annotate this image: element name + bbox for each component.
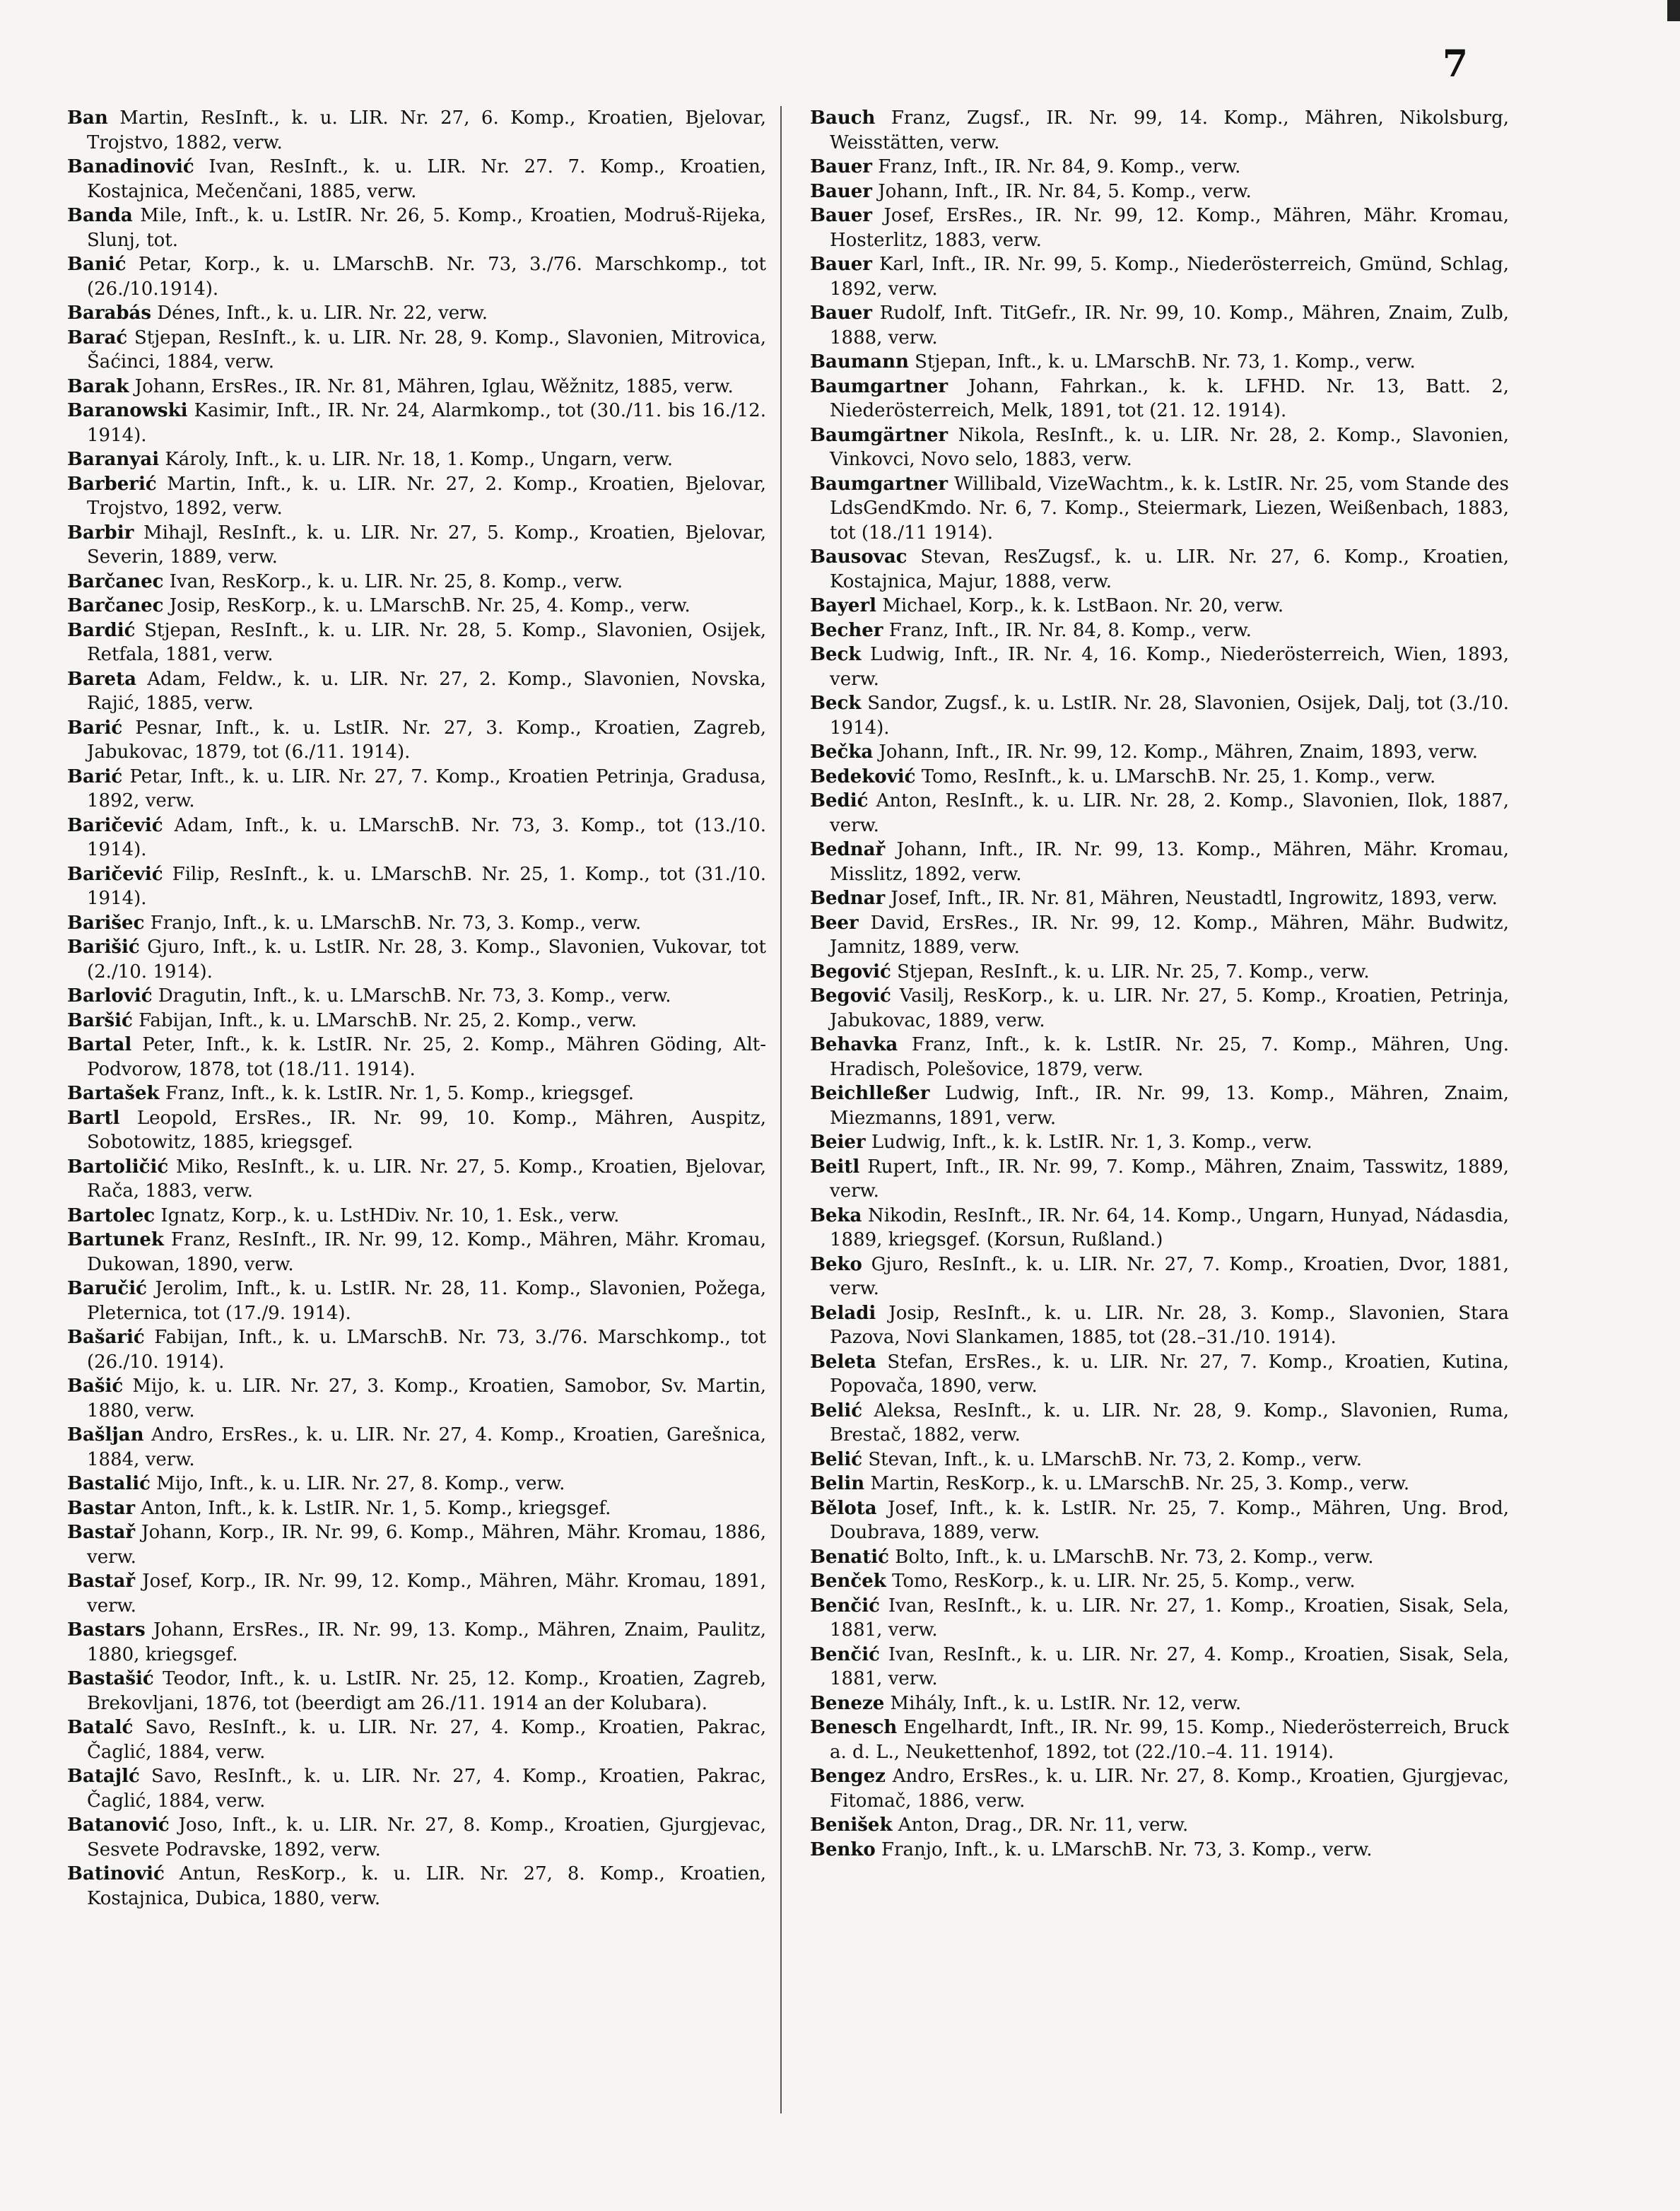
- entry-details: Andro, ErsRes., k. u. LIR. Nr. 27, 8. Komp., Kroatien, Gjurgjevac, Fitomač, 1886, verw.: [830, 1766, 1509, 1812]
- entry-details: Johann, ErsRes., IR. Nr. 99, 13. Komp., Mähren, Znaim, Paulitz, 1880, kriegsgef.: [87, 1619, 767, 1665]
- list-item: [67, 204, 766, 252]
- entry-details: Stjepan, ResInft., k. u. LIR. Nr. 25, 7. Komp., verw.: [897, 961, 1370, 983]
- entry-details: Tomo, ResInft., k. u. LMarschB. Nr. 25, 1. Komp., verw.: [921, 766, 1436, 787]
- entry-details: Franz, Inft., k. k. LstIR. Nr. 25, 7. Komp., Mähren, Ung. Hradisch, Polešovice, 1879, verw.: [830, 1034, 1509, 1080]
- list-item: [67, 1764, 766, 1813]
- entry-surname: Bastašić: [67, 1668, 154, 1689]
- entry-details: Kasimir, Inft., IR. Nr. 24, Alarmkomp., tot (30./11. bis 16./12. 1914).: [87, 400, 766, 446]
- list-item: [810, 1691, 1509, 1716]
- entry-details: Franz, Zugsf., IR. Nr. 99, 14. Komp., Mähren, Nikolsburg, Weisstätten, verw.: [830, 107, 1509, 153]
- entry-surname: Batinović: [67, 1863, 165, 1884]
- entry-surname: Barčanec: [67, 595, 164, 616]
- entry-details: Ludwig, Inft., IR. Nr. 99, 13. Komp., Mähren, Znaim, Miezmanns, 1891, verw.: [830, 1083, 1509, 1129]
- entry-surname: Bedić: [810, 790, 869, 811]
- entry-details: Mihajl, ResInft., k. u. LIR. Nr. 27, 5. Komp., Kroatien, Bjelovar, Severin, 1889, verw.: [87, 522, 766, 568]
- entry-surname: Bastalić: [67, 1473, 151, 1494]
- entry-details: Dénes, Inft., k. u. LIR. Nr. 22, verw.: [157, 303, 488, 324]
- entry-surname: Bauer: [810, 205, 872, 226]
- entry-details: Josip, ResInft., k. u. LIR. Nr. 28, 3. Komp., Slavonien, Stara Pazova, Novi Slankamen, 1885, tot (28.–31./10. 1914).: [830, 1302, 1509, 1348]
- list-item: [810, 423, 1509, 472]
- entry-surname: Bašljan: [67, 1424, 144, 1445]
- entry-surname: Baršić: [67, 1009, 133, 1031]
- list-item: [67, 1009, 766, 1033]
- list-item: [810, 1130, 1509, 1155]
- entry-surname: Bašić: [67, 1376, 124, 1397]
- entry-details: Adam, Feldw., k. u. LIR. Nr. 27, 2. Komp., Slavonien, Novska, Rajić, 1885, verw.: [87, 668, 767, 714]
- entry-details: Josip, ResKorp., k. u. LMarschB. Nr. 25, 4. Komp., verw.: [169, 595, 691, 616]
- list-item: [810, 1764, 1509, 1813]
- entry-details: Ignatz, Korp., k. u. LstHDiv. Nr. 10, 1. Esk., verw.: [160, 1204, 620, 1226]
- list-item: [67, 716, 766, 765]
- entry-details: Ludwig, Inft., k. k. LstIR. Nr. 1, 3. Komp., verw.: [871, 1132, 1312, 1153]
- list-item: [67, 301, 766, 326]
- entry-surname: Batanović: [67, 1814, 170, 1836]
- list-item: [67, 1325, 766, 1374]
- list-item: [810, 1472, 1509, 1496]
- list-item: [810, 301, 1509, 350]
- entry-surname: Barbir: [67, 522, 134, 544]
- entry-surname: Beer: [810, 912, 859, 934]
- list-item: [67, 1520, 766, 1569]
- entry-details: Mijo, Inft., k. u. LIR. Nr. 27, 8. Komp., verw.: [156, 1473, 565, 1494]
- entry-details: Sandor, Zugsf., k. u. LstIR. Nr. 28, Slavonien, Osijek, Dalj, tot (3./10. 1914).: [830, 693, 1509, 739]
- entry-surname: Benatić: [810, 1546, 889, 1568]
- list-item: [67, 1106, 766, 1155]
- list-item: [810, 204, 1509, 252]
- entry-details: Stevan, ResZugsf., k. u. LIR. Nr. 27, 6. Komp., Kroatien, Kostajnica, Majur, 1888, verw.: [830, 546, 1509, 592]
- entry-surname: Bastař: [67, 1571, 136, 1592]
- list-item: [810, 1716, 1509, 1764]
- list-item: [810, 1838, 1509, 1863]
- entry-details: Rupert, Inft., IR. Nr. 99, 7. Komp., Mähren, Znaim, Tasswitz, 1889, verw.: [830, 1156, 1509, 1202]
- list-item: [810, 691, 1509, 740]
- entry-details: Petar, Korp., k. u. LMarschB. Nr. 73, 3./76. Marschkomp., tot (26./10.1914).: [87, 254, 766, 300]
- entry-surname: Bauer: [810, 180, 872, 202]
- entry-details: Mijo, k. u. LIR. Nr. 27, 3. Komp., Kroatien, Samobor, Sv. Martin, 1880, verw.: [87, 1376, 767, 1421]
- entry-surname: Bartašek: [67, 1083, 160, 1104]
- entry-surname: Bauer: [810, 156, 872, 177]
- entry-details: Fabijan, Inft., k. u. LMarschB. Nr. 73, 3./76. Marschkomp., tot (26./10. 1914).: [87, 1327, 767, 1373]
- list-item: [67, 1813, 766, 1862]
- entry-surname: Bastař: [67, 1522, 136, 1543]
- entry-surname: Bašarić: [67, 1327, 145, 1348]
- entry-surname: Bednar: [810, 888, 886, 909]
- entry-surname: Begović: [810, 961, 891, 983]
- list-item: [67, 570, 766, 594]
- list-item: [810, 1033, 1509, 1081]
- entry-surname: Barberić: [67, 473, 157, 495]
- entry-surname: Bartunek: [67, 1229, 164, 1250]
- entry-details: Franz, Inft., IR. Nr. 84, 9. Komp., verw.: [878, 156, 1241, 177]
- entry-surname: Baričević: [67, 814, 163, 836]
- entry-details: Antun, ResKorp., k. u. LIR. Nr. 27, 8. Komp., Kroatien, Kostajnica, Dubica, 1880, verw.: [87, 1863, 766, 1909]
- list-item: [67, 984, 766, 1009]
- entry-details: Martin, ResInft., k. u. LIR. Nr. 27, 6. Komp., Kroatien, Bjelovar, Trojstvo, 1882, verw.: [87, 107, 766, 153]
- entry-surname: Baumgärtner: [810, 424, 948, 446]
- list-item: [810, 618, 1509, 643]
- entry-details: Aleksa, ResInft., k. u. LIR. Nr. 28, 9. Komp., Slavonien, Ruma, Brestač, 1882, verw.: [830, 1400, 1509, 1445]
- entry-surname: Bareta: [67, 668, 136, 690]
- list-item: [67, 1862, 766, 1911]
- entry-surname: Belić: [810, 1400, 863, 1421]
- entry-details: Johann, Inft., IR. Nr. 99, 12. Komp., Mähren, Znaim, 1893, verw.: [879, 741, 1479, 763]
- list-item: [810, 106, 1509, 155]
- list-item: [810, 594, 1509, 618]
- entry-details: Pesnar, Inft., k. u. LstIR. Nr. 27, 3. Komp., Kroatien, Zagreb, Jabukovac, 1879, tot (6./11. 1914).: [87, 717, 767, 763]
- list-item: [67, 1081, 766, 1106]
- list-item: [810, 984, 1509, 1033]
- list-item: [810, 1545, 1509, 1570]
- entry-details: Savo, ResInft., k. u. LIR. Nr. 27, 4. Komp., Kroatien, Pakrac, Čaglić, 1884, verw.: [87, 1717, 766, 1763]
- entry-details: Franjo, Inft., k. u. LMarschB. Nr. 73, 3. Komp., verw.: [150, 912, 642, 934]
- entry-surname: Benko: [810, 1838, 876, 1860]
- entry-details: Fabijan, Inft., k. u. LMarschB. Nr. 25, 2. Komp., verw.: [139, 1009, 638, 1031]
- list-item: [810, 472, 1509, 546]
- entry-surname: Benišek: [810, 1814, 893, 1836]
- entry-details: David, ErsRes., IR. Nr. 99, 12. Komp., Mähren, Mähr. Budwitz, Jamnitz, 1889, verw.: [830, 912, 1509, 958]
- entry-surname: Ban: [67, 107, 108, 129]
- entry-details: Tomo, ResKorp., k. u. LIR. Nr. 25, 5. Komp., verw.: [892, 1571, 1356, 1592]
- list-item: [810, 740, 1509, 765]
- entry-surname: Bauer: [810, 303, 872, 324]
- entry-surname: Bauch: [810, 107, 876, 129]
- entry-surname: Bednař: [810, 839, 886, 860]
- entry-surname: Baumgartner: [810, 473, 948, 495]
- entry-details: Johann, Inft., IR. Nr. 84, 5. Komp., verw.: [878, 180, 1252, 202]
- entry-surname: Bengez: [810, 1766, 886, 1787]
- entry-details: Johann, Inft., IR. Nr. 99, 13. Komp., Mähren, Mähr. Kromau, Misslitz, 1892, verw.: [830, 839, 1509, 885]
- entry-details: Gjuro, Inft., k. u. LstIR. Nr. 28, 3. Komp., Slavonien, Vukovar, tot (2./10. 1914).: [87, 937, 766, 983]
- entry-details: Teodor, Inft., k. u. LstIR. Nr. 25, 12. Komp., Kroatien, Zagreb, Brekovljani, 1876, tot (beerdigt am 26./11. 1914 an der Kolubara).: [87, 1668, 766, 1714]
- entry-details: Gjuro, ResInft., k. u. LIR. Nr. 27, 7. Komp., Kroatien, Dvor, 1881, verw.: [830, 1253, 1509, 1299]
- list-item: [810, 350, 1509, 375]
- list-item: [67, 1618, 766, 1667]
- list-item: [67, 1033, 766, 1081]
- entry-surname: Benčić: [810, 1643, 880, 1665]
- entry-surname: Benčić: [810, 1595, 880, 1617]
- list-item: [67, 1667, 766, 1716]
- entry-surname: Baumgartner: [810, 375, 948, 397]
- list-item: [810, 1643, 1509, 1691]
- entry-details: Nikodin, ResInft., IR. Nr. 64, 14. Komp., Ungarn, Hunyad, Nádasdia, 1889, kriegsgef. (Korsun, Rußland.): [830, 1204, 1509, 1250]
- entry-details: Stefan, ErsRes., k. u. LIR. Nr. 27, 7. Komp., Kroatien, Kutina, Popovača, 1890, verw.: [830, 1351, 1509, 1397]
- entry-details: Josef, ErsRes., IR. Nr. 99, 12. Komp., Mähren, Mähr. Kromau, Hosterlitz, 1883, verw.: [830, 205, 1509, 251]
- entry-details: Franz, Inft., IR. Nr. 84, 8. Komp., verw.: [888, 619, 1252, 641]
- entry-surname: Baumann: [810, 351, 909, 373]
- entry-surname: Bastars: [67, 1619, 146, 1641]
- list-item: [67, 862, 766, 911]
- list-item: [67, 106, 766, 155]
- list-item: [67, 594, 766, 618]
- entry-surname: Beko: [810, 1253, 862, 1275]
- entry-details: Franz, Inft., k. k. LstIR. Nr. 1, 5. Komp., kriegsgef.: [165, 1083, 634, 1104]
- list-item: [67, 1472, 766, 1496]
- entry-columns: [67, 106, 1509, 2113]
- entry-details: Peter, Inft., k. k. LstIR. Nr. 25, 2. Komp., Mähren Göding, Alt-Podvorow, 1878, tot (18./11. 1914).: [87, 1034, 766, 1080]
- list-item: [67, 375, 766, 399]
- entry-details: Jerolim, Inft., k. u. LstIR. Nr. 28, 11. Komp., Slavonien, Požega, Pleternica, tot (17./9. 1914).: [87, 1278, 767, 1324]
- entry-surname: Belić: [810, 1448, 863, 1470]
- entry-details: Adam, Inft., k. u. LMarschB. Nr. 73, 3. Komp., tot (13./10. 1914).: [87, 814, 766, 860]
- entry-surname: Bartal: [67, 1034, 132, 1055]
- page-number: 7: [1442, 42, 1468, 86]
- list-item: [810, 765, 1509, 790]
- entry-details: Andro, ErsRes., k. u. LIR. Nr. 27, 4. Komp., Kroatien, Garešnica, 1884, verw.: [87, 1424, 766, 1470]
- entry-surname: Benček: [810, 1571, 886, 1592]
- entry-details: Karl, Inft., IR. Nr. 99, 5. Komp., Niederösterreich, Gmünd, Schlag, 1892, verw.: [830, 254, 1509, 300]
- list-item: [67, 472, 766, 521]
- list-item: [67, 618, 766, 667]
- entry-details: Joso, Inft., k. u. LIR. Nr. 27, 8. Komp., Kroatien, Gjurgjevac, Sesvete Podravske, 1892, verw.: [87, 1814, 767, 1860]
- entry-surname: Bartolec: [67, 1204, 155, 1226]
- entry-surname: Belin: [810, 1473, 865, 1494]
- entry-details: Mile, Inft., k. u. LstIR. Nr. 26, 5. Komp., Kroatien, Modruš-Rijeka, Slunj, tot.: [87, 205, 766, 251]
- entry-surname: Beck: [810, 693, 862, 714]
- list-item: [810, 1813, 1509, 1838]
- entry-details: Willibald, VizeWachtm., k. k. LstIR. Nr. 25, vom Stande des LdsGendKmdo. Nr. 6, 7. Komp., Steiermark, Liezen, Weißenbach, 1883, tot (18./11 1914).: [830, 473, 1509, 544]
- entry-surname: Bauer: [810, 254, 872, 275]
- entry-surname: Beier: [810, 1132, 866, 1153]
- list-item: [810, 1399, 1509, 1448]
- entry-details: Rudolf, Inft. TitGefr., IR. Nr. 99, 10. Komp., Mähren, Znaim, Zulb, 1888, verw.: [830, 303, 1509, 348]
- list-item: [810, 643, 1509, 691]
- entry-surname: Baranyai: [67, 449, 160, 470]
- entry-surname: Baručić: [67, 1278, 147, 1299]
- entry-surname: Batajlć: [67, 1766, 140, 1787]
- entry-details: Petar, Inft., k. u. LIR. Nr. 27, 7. Komp., Kroatien Petrinja, Gradusa, 1892, verw.: [87, 766, 766, 811]
- entry-details: Martin, ResKorp., k. u. LMarschB. Nr. 25, 3. Komp., verw.: [870, 1473, 1410, 1494]
- right-column: [810, 106, 1509, 2113]
- entry-surname: Barišec: [67, 912, 145, 934]
- list-item: [810, 960, 1509, 985]
- list-item: [67, 911, 766, 936]
- entry-details: Mihály, Inft., k. u. LstIR. Nr. 12, verw.: [890, 1692, 1242, 1714]
- list-item: [810, 375, 1509, 423]
- list-item: [810, 838, 1509, 886]
- entry-details: Stjepan, ResInft., k. u. LIR. Nr. 28, 5. Komp., Slavonien, Osijek, Retfala, 1881, verw.: [87, 619, 766, 665]
- entry-surname: Bartl: [67, 1107, 120, 1129]
- entry-details: Vasilj, ResKorp., k. u. LIR. Nr. 27, 5. Komp., Kroatien, Petrinja, Jabukovac, 1889, verw.: [830, 985, 1509, 1031]
- entry-details: Savo, ResInft., k. u. LIR. Nr. 27, 4. Komp., Kroatien, Pakrac, Čaglić, 1884, verw.: [87, 1766, 766, 1812]
- entry-details: Dragutin, Inft., k. u. LMarschB. Nr. 73, 3. Komp., verw.: [158, 985, 671, 1007]
- list-item: [810, 252, 1509, 301]
- entry-details: Josef, Inft., IR. Nr. 81, Mähren, Neustadtl, Ingrowitz, 1893, verw.: [891, 888, 1498, 909]
- entry-surname: Bausovac: [810, 546, 907, 568]
- entry-surname: Barčanec: [67, 570, 164, 592]
- list-item: [67, 447, 766, 472]
- list-item: [67, 765, 766, 814]
- entry-surname: Becher: [810, 619, 883, 641]
- entry-details: Engelhardt, Inft., IR. Nr. 99, 15. Komp., Niederösterreich, Bruck a. d. L., Neukettenhof, 1892, tot (22./10.–4. 11. 1914).: [830, 1717, 1509, 1763]
- entry-surname: Barić: [67, 766, 123, 787]
- entry-details: Stjepan, ResInft., k. u. LIR. Nr. 28, 9. Komp., Slavonien, Mitrovica, Šaćinci, 1884, verw.: [87, 327, 767, 373]
- list-item: [810, 180, 1509, 204]
- entry-details: Anton, Drag., DR. Nr. 11, verw.: [898, 1814, 1189, 1836]
- entry-surname: Bartoličić: [67, 1156, 169, 1178]
- entry-details: Filip, ResInft., k. u. LMarschB. Nr. 25, 1. Komp., tot (31./10. 1914).: [87, 863, 766, 909]
- entry-surname: Barabás: [67, 303, 152, 324]
- entry-details: Martin, Inft., k. u. LIR. Nr. 27, 2. Komp., Kroatien, Bjelovar, Trojstvo, 1892, verw.: [87, 473, 766, 519]
- list-item: [67, 521, 766, 570]
- entry-details: Stjepan, Inft., k. u. LMarschB. Nr. 73, 1. Komp., verw.: [915, 351, 1416, 373]
- entry-details: Nikola, ResInft., k. u. LIR. Nr. 28, 2. Komp., Slavonien, Vinkovci, Novo selo, 1883, verw.: [830, 424, 1509, 470]
- list-item: [67, 1228, 766, 1277]
- list-item: [67, 1496, 766, 1521]
- entry-surname: Benesch: [810, 1717, 898, 1738]
- entry-details: Michael, Korp., k. k. LstBaon. Nr. 20, verw.: [882, 595, 1284, 616]
- left-column: [67, 106, 782, 2113]
- entry-surname: Bělota: [810, 1497, 877, 1519]
- list-item: [67, 155, 766, 204]
- list-item: [67, 252, 766, 301]
- entry-surname: Beichlleßer: [810, 1083, 930, 1104]
- entry-surname: Beladi: [810, 1302, 876, 1324]
- entry-surname: Banda: [67, 205, 133, 226]
- list-item: [810, 1155, 1509, 1204]
- list-item: [67, 1716, 766, 1764]
- list-item: [810, 1350, 1509, 1399]
- entry-details: Anton, Inft., k. k. LstIR. Nr. 1, 5. Komp., kriegsgef.: [141, 1497, 611, 1519]
- entry-details: Károly, Inft., k. u. LIR. Nr. 18, 1. Komp., Ungarn, verw.: [165, 449, 673, 470]
- list-item: [810, 1204, 1509, 1253]
- entry-surname: Barlović: [67, 985, 153, 1007]
- entry-details: Johann, ErsRes., IR. Nr. 81, Mähren, Iglau, Wěžnitz, 1885, verw.: [134, 375, 734, 397]
- list-item: [67, 667, 766, 716]
- entry-surname: Beck: [810, 644, 862, 665]
- list-item: [67, 1423, 766, 1472]
- list-item: [810, 1253, 1509, 1301]
- list-item: [810, 155, 1509, 180]
- entry-surname: Baranowski: [67, 400, 188, 421]
- entry-details: Stevan, Inft., k. u. LMarschB. Nr. 73, 2. Komp., verw.: [868, 1448, 1362, 1470]
- list-item: [810, 886, 1509, 911]
- list-item: [67, 1204, 766, 1228]
- entry-surname: Banić: [67, 254, 127, 275]
- entry-details: Franz, ResInft., IR. Nr. 99, 12. Komp., Mähren, Mähr. Kromau, Dukowan, 1890, verw.: [87, 1229, 767, 1275]
- entry-details: Bolto, Inft., k. u. LMarschB. Nr. 73, 2. Komp., verw.: [895, 1546, 1374, 1568]
- list-item: [810, 789, 1509, 838]
- list-item: [810, 911, 1509, 960]
- entry-surname: Begović: [810, 985, 891, 1007]
- entry-surname: Bardić: [67, 619, 136, 641]
- list-item: [67, 1277, 766, 1325]
- entry-details: Miko, ResInft., k. u. LIR. Nr. 27, 5. Komp., Kroatien, Bjelovar, Rača, 1883, verw.: [87, 1156, 767, 1202]
- entry-surname: Bečka: [810, 741, 874, 763]
- list-item: [810, 1594, 1509, 1643]
- entry-surname: Beitl: [810, 1156, 860, 1178]
- entry-surname: Bayerl: [810, 595, 877, 616]
- entry-surname: Beka: [810, 1204, 862, 1226]
- entry-details: Leopold, ErsRes., IR. Nr. 99, 10. Komp., Mähren, Auspitz, Sobotowitz, 1885, kriegsgef.: [87, 1107, 766, 1153]
- entry-surname: Batalć: [67, 1717, 134, 1738]
- entry-surname: Barak: [67, 375, 129, 397]
- list-item: [810, 545, 1509, 594]
- entry-surname: Barišić: [67, 937, 140, 958]
- entry-details: Ivan, ResInft., k. u. LIR. Nr. 27, 1. Komp., Kroatien, Sisak, Sela, 1881, verw.: [830, 1595, 1509, 1641]
- list-item: [810, 1569, 1509, 1594]
- entry-surname: Behavka: [810, 1034, 898, 1055]
- entry-details: Ivan, ResInft., k. u. LIR. Nr. 27. 7. Komp., Kroatien, Kostajnica, Mečenčani, 1885, verw.: [87, 156, 766, 202]
- entry-surname: Barić: [67, 717, 123, 739]
- entry-surname: Bedeković: [810, 766, 916, 787]
- entry-details: Johann, Korp., IR. Nr. 99, 6. Komp., Mähren, Mähr. Kromau, 1886, verw.: [87, 1522, 766, 1568]
- entry-details: Josef, Korp., IR. Nr. 99, 12. Komp., Mähren, Mähr. Kromau, 1891, verw.: [87, 1571, 767, 1617]
- entry-details: Ivan, ResInft., k. u. LIR. Nr. 27, 4. Komp., Kroatien, Sisak, Sela, 1881, verw.: [830, 1643, 1509, 1689]
- list-item: [67, 1569, 766, 1618]
- entry-details: Johann, Fahrkan., k. k. LFHD. Nr. 13, Batt. 2, Niederösterreich, Melk, 1891, tot (21. 12. 1914).: [830, 375, 1509, 421]
- entry-details: Ludwig, Inft., IR. Nr. 4, 16. Komp., Niederösterreich, Wien, 1893, verw.: [830, 644, 1509, 690]
- entry-surname: Beleta: [810, 1351, 876, 1373]
- list-item: [67, 326, 766, 375]
- list-item: [67, 399, 766, 447]
- entry-surname: Bastar: [67, 1497, 136, 1519]
- entry-details: Anton, ResInft., k. u. LIR. Nr. 28, 2. Komp., Slavonien, Ilok, 1887, verw.: [830, 790, 1509, 836]
- list-item: [810, 1448, 1509, 1472]
- list-item: [67, 935, 766, 984]
- entry-surname: Beneze: [810, 1692, 885, 1714]
- list-item: [810, 1496, 1509, 1545]
- list-item: [67, 1155, 766, 1204]
- entry-details: Ivan, ResKorp., k. u. LIR. Nr. 25, 8. Komp., verw.: [169, 570, 623, 592]
- list-item: [67, 1374, 766, 1423]
- entry-details: Josef, Inft., k. k. LstIR. Nr. 25, 7. Komp., Mähren, Ung. Brod, Doubrava, 1889, verw.: [830, 1497, 1509, 1543]
- entry-surname: Baričević: [67, 863, 163, 885]
- list-item: [810, 1081, 1509, 1130]
- scan-edge-mark: [1667, 0, 1680, 21]
- entry-details: Franjo, Inft., k. u. LMarschB. Nr. 73, 3. Komp., verw.: [881, 1838, 1373, 1860]
- entry-surname: Banadinović: [67, 156, 194, 177]
- list-item: [810, 1301, 1509, 1350]
- list-item: [67, 814, 766, 862]
- entry-surname: Barać: [67, 327, 128, 348]
